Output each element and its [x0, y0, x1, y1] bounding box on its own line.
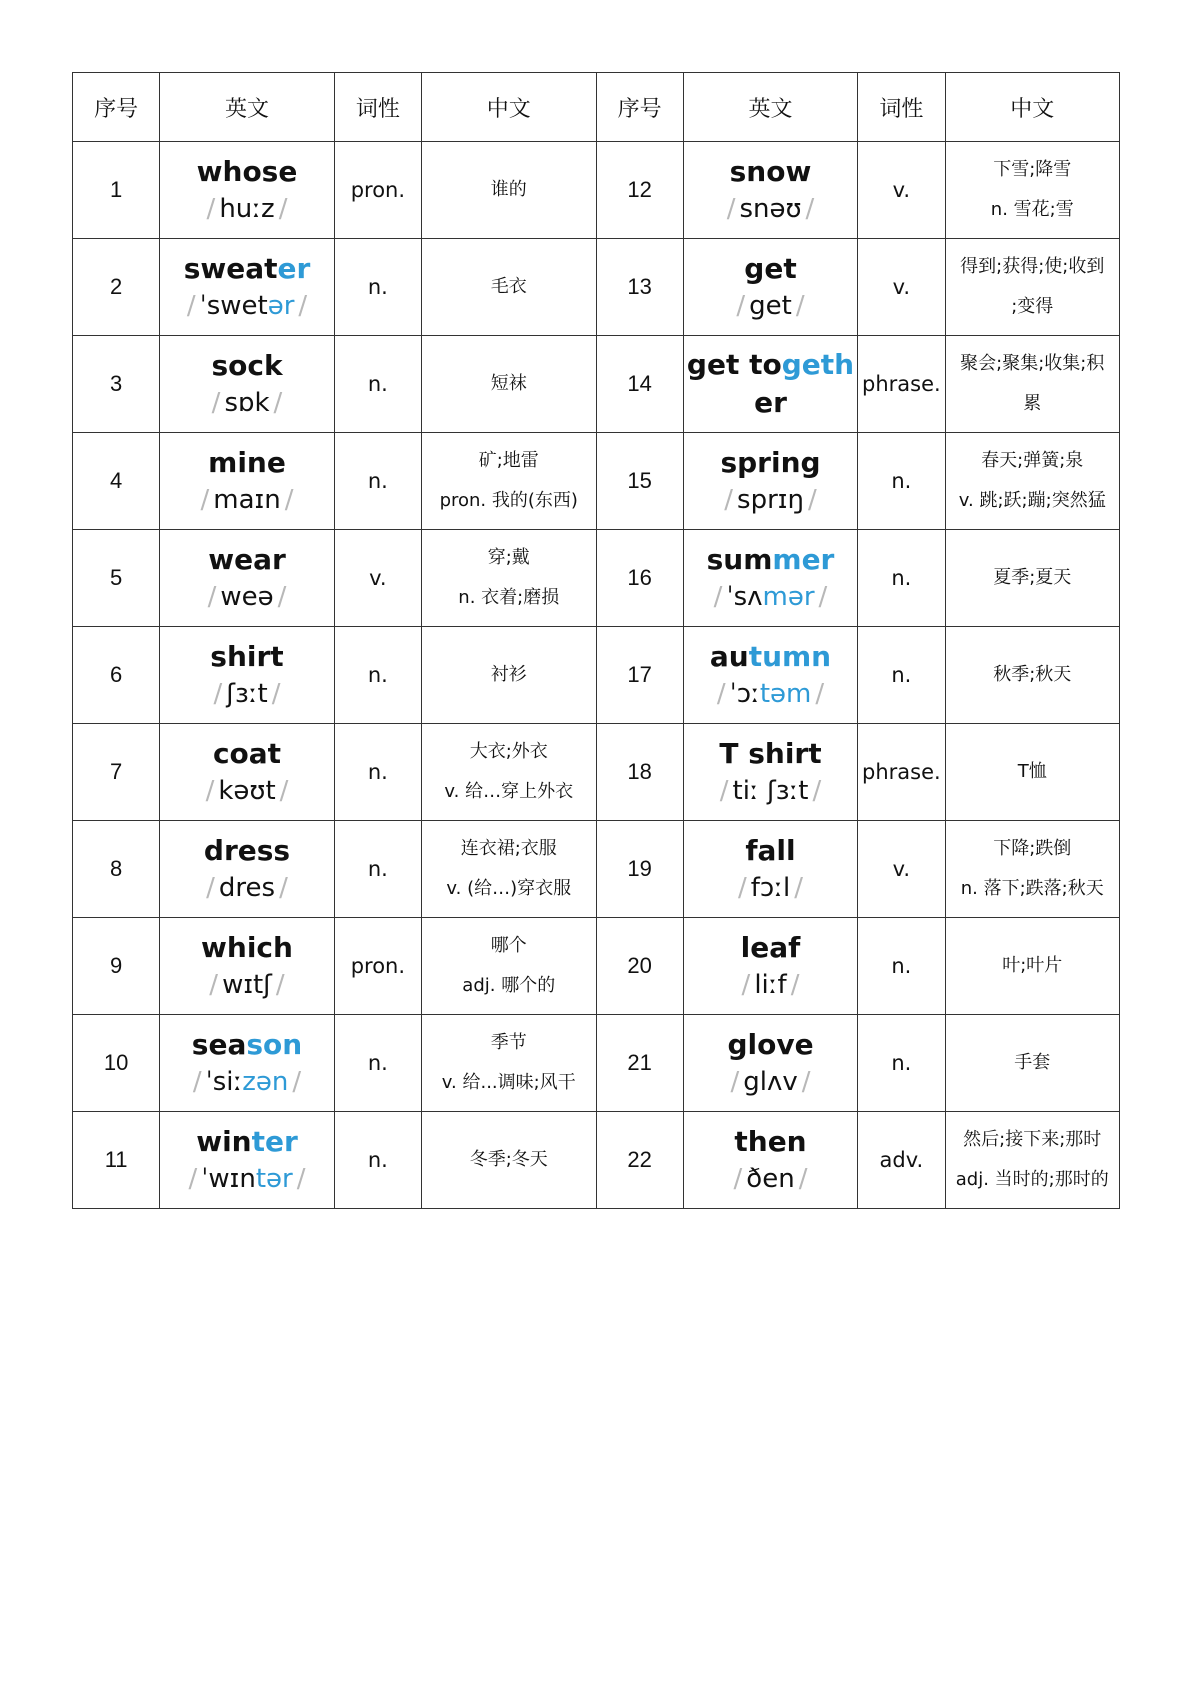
- meaning-line: 然后;接下来;那时: [963, 1129, 1102, 1150]
- phonetic-transcription: [160, 385, 334, 421]
- meaning-line: 聚会;聚集;收集;积: [960, 353, 1105, 374]
- word-segment: dress: [203, 834, 291, 867]
- phonetic-transcription: [160, 967, 334, 1003]
- phonetic-slash: /: [298, 291, 308, 321]
- english-word: [684, 250, 858, 288]
- part-of-speech: n.: [334, 627, 421, 724]
- entry-number: 11: [73, 1112, 160, 1209]
- word-segment: whose: [196, 155, 298, 188]
- meaning-line: 叶;叶片: [1002, 955, 1063, 976]
- phonetic-slash: /: [730, 1067, 740, 1097]
- chinese-meaning: [422, 918, 597, 1015]
- entry-english: [683, 239, 858, 336]
- entry-english: [683, 336, 858, 433]
- header-row: [73, 73, 1120, 142]
- entry-number: 10: [73, 1015, 160, 1112]
- chinese-meaning: [422, 627, 597, 724]
- english-word: [160, 929, 334, 967]
- phonetic-slash: /: [271, 679, 281, 709]
- phonetic-segment: wɪtʃ: [222, 970, 272, 1000]
- table-row: [73, 627, 1120, 724]
- entry-number: 16: [596, 530, 683, 627]
- word-highlight: ter: [251, 1125, 298, 1158]
- part-of-speech: v.: [858, 821, 945, 918]
- entry-english: [683, 433, 858, 530]
- entry-number: 7: [73, 724, 160, 821]
- phonetic-slash: /: [724, 485, 734, 515]
- english-word: [684, 832, 858, 870]
- chinese-meaning: [945, 821, 1120, 918]
- meaning-line: 矿;地雷: [478, 450, 539, 471]
- meaning-line: 短袜: [490, 373, 527, 394]
- chinese-meaning: [422, 1112, 597, 1209]
- phonetic-slash: /: [278, 194, 288, 224]
- header-english: 英文: [683, 73, 858, 142]
- entry-number: 3: [73, 336, 160, 433]
- word-segment: wear: [208, 543, 286, 576]
- entry-english: [160, 1015, 335, 1112]
- english-word: [160, 1026, 334, 1064]
- phonetic-segment: tiː ʃɜːt: [732, 776, 809, 806]
- chinese-meaning: [945, 627, 1120, 724]
- english-word: [160, 735, 334, 773]
- english-word: [160, 832, 334, 870]
- table-row: [73, 821, 1120, 918]
- phonetic-slash: /: [206, 194, 216, 224]
- phonetic-slash: /: [798, 1164, 808, 1194]
- phonetic-transcription: [160, 579, 334, 615]
- phonetic-transcription: [160, 870, 334, 906]
- phonetic-segment: fɔːl: [750, 873, 791, 903]
- phonetic-slash: /: [794, 873, 803, 903]
- phonetic-slash: /: [736, 291, 746, 321]
- word-segment: sweat: [183, 252, 278, 285]
- part-of-speech: v.: [858, 142, 945, 239]
- word-segment: snow: [729, 155, 812, 188]
- phonetic-slash: /: [279, 873, 288, 903]
- meaning-line: pron. 我的(东西): [439, 490, 578, 511]
- chinese-meaning: [945, 433, 1120, 530]
- entry-english: [683, 142, 858, 239]
- table-row: [73, 142, 1120, 239]
- part-of-speech: n.: [334, 1015, 421, 1112]
- phonetic-slash: /: [719, 776, 729, 806]
- phonetic-segment: sɒk: [224, 388, 270, 418]
- meaning-line: v. 给…穿上外衣: [444, 781, 574, 802]
- entry-english: [160, 336, 335, 433]
- entry-number: 5: [73, 530, 160, 627]
- phonetic-segment: ˈwɪn: [201, 1164, 256, 1194]
- meaning-line: v. 给...调味;风干: [441, 1072, 576, 1093]
- entry-english: [683, 918, 858, 1015]
- meaning-line: n. 衣着;磨损: [458, 587, 560, 608]
- chinese-meaning: [945, 724, 1120, 821]
- meaning-line: 下雪;降雪: [993, 159, 1072, 180]
- phonetic-slash: /: [186, 291, 196, 321]
- entry-english: [160, 724, 335, 821]
- word-segment: get: [744, 252, 797, 285]
- part-of-speech: v.: [334, 530, 421, 627]
- phonetic-highlight: tər: [255, 1164, 293, 1194]
- phonetic-segment: kəʊt: [218, 776, 276, 806]
- phonetic-segment: huːz: [219, 194, 275, 224]
- entry-number: 12: [596, 142, 683, 239]
- table-row: [73, 530, 1120, 627]
- entry-number: 6: [73, 627, 160, 724]
- entry-number: 17: [596, 627, 683, 724]
- phonetic-slash: /: [206, 873, 215, 903]
- phonetic-segment: liːf: [754, 970, 787, 1000]
- phonetic-slash: /: [815, 679, 825, 709]
- english-word: [160, 541, 334, 579]
- english-word: [684, 346, 858, 422]
- chinese-meaning: [422, 821, 597, 918]
- chinese-meaning: [945, 918, 1120, 1015]
- phonetic-slash: /: [807, 485, 817, 515]
- entry-number: 8: [73, 821, 160, 918]
- part-of-speech: adv.: [858, 1112, 945, 1209]
- word-segment: coat: [212, 737, 282, 770]
- english-word: [684, 1026, 858, 1064]
- phonetic-segment: dres: [218, 873, 276, 903]
- phonetic-transcription: [160, 773, 334, 809]
- english-word: [684, 929, 858, 967]
- entry-number: 13: [596, 239, 683, 336]
- table-row: [73, 336, 1120, 433]
- part-of-speech: n.: [858, 530, 945, 627]
- phonetic-highlight: ər: [267, 291, 295, 321]
- english-word: [684, 638, 858, 676]
- entry-english: [160, 627, 335, 724]
- word-highlight: er: [277, 252, 311, 285]
- phonetic-transcription: [684, 1064, 858, 1100]
- english-word: [160, 1123, 334, 1161]
- phonetic-slash: /: [812, 776, 822, 806]
- phonetic-transcription: [684, 482, 858, 518]
- meaning-line: 累: [1023, 393, 1042, 414]
- meaning-line: 衬衫: [490, 664, 527, 685]
- entry-number: 4: [73, 433, 160, 530]
- entry-english: [683, 1015, 858, 1112]
- meaning-line: adj. 哪个的: [462, 975, 556, 996]
- entry-number: 20: [596, 918, 683, 1015]
- word-segment: shirt: [210, 640, 284, 673]
- phonetic-transcription: [160, 191, 334, 227]
- meaning-line: 谁的: [490, 179, 527, 200]
- phonetic-transcription: [684, 579, 858, 615]
- phonetic-slash: /: [207, 582, 217, 612]
- part-of-speech: n.: [858, 918, 945, 1015]
- meaning-line: v. 跳;跃;蹦;突然猛: [958, 490, 1106, 511]
- word-segment: sock: [211, 349, 283, 382]
- chinese-meaning: [945, 1112, 1120, 1209]
- table-row: [73, 1112, 1120, 1209]
- header-index: 序号: [73, 73, 160, 142]
- english-word: [160, 347, 334, 385]
- phonetic-slash: /: [296, 1164, 306, 1194]
- meaning-line: 夏季;夏天: [993, 567, 1072, 588]
- entry-english: [683, 1112, 858, 1209]
- phonetic-slash: /: [716, 679, 726, 709]
- chinese-meaning: [422, 530, 597, 627]
- part-of-speech: n.: [334, 821, 421, 918]
- entry-english: [683, 724, 858, 821]
- meaning-line: 春天;弹簧;泉: [981, 450, 1084, 471]
- phonetic-segment: ˈɔː: [729, 679, 760, 709]
- meaning-line: 季节: [490, 1032, 527, 1053]
- phonetic-slash: /: [795, 291, 805, 321]
- phonetic-slash: /: [213, 679, 223, 709]
- phonetic-highlight: təm: [759, 679, 812, 709]
- meaning-line: v. (给…)穿衣服: [446, 878, 572, 899]
- phonetic-slash: /: [200, 485, 210, 515]
- part-of-speech: pron.: [334, 918, 421, 1015]
- entry-number: 18: [596, 724, 683, 821]
- english-word: [684, 541, 858, 579]
- meaning-line: 穿;戴: [487, 547, 530, 568]
- part-of-speech: n.: [858, 1015, 945, 1112]
- header-part-of-speech: 词性: [858, 73, 945, 142]
- table-row: [73, 433, 1120, 530]
- header-chinese: 中文: [945, 73, 1120, 142]
- entry-english: [683, 821, 858, 918]
- chinese-meaning: [945, 336, 1120, 433]
- phonetic-slash: /: [211, 388, 221, 418]
- entry-english: [160, 433, 335, 530]
- meaning-line: 连衣裙;衣服: [460, 838, 557, 859]
- table-row: [73, 724, 1120, 821]
- phonetic-segment: glʌv: [743, 1067, 798, 1097]
- phonetic-segment: weə: [220, 582, 274, 612]
- phonetic-transcription: [684, 191, 858, 227]
- phonetic-segment: ˈsʌ: [726, 582, 763, 612]
- phonetic-slash: /: [205, 776, 215, 806]
- english-word: [684, 444, 858, 482]
- english-word: [160, 250, 334, 288]
- phonetic-segment: ˈswet: [199, 291, 268, 321]
- part-of-speech: n.: [334, 433, 421, 530]
- part-of-speech: n.: [858, 433, 945, 530]
- phonetic-slash: /: [277, 582, 287, 612]
- meaning-line: 哪个: [490, 935, 527, 956]
- phonetic-slash: /: [273, 388, 283, 418]
- entry-number: 9: [73, 918, 160, 1015]
- phonetic-slash: /: [192, 1067, 202, 1097]
- meaning-line: 手套: [1014, 1052, 1051, 1073]
- word-segment: T shirt: [719, 737, 822, 770]
- word-segment: mine: [208, 446, 286, 479]
- entry-english: [683, 530, 858, 627]
- word-segment: spring: [720, 446, 821, 479]
- table-row: [73, 239, 1120, 336]
- phonetic-segment: ˈsiː: [205, 1067, 243, 1097]
- english-word: [684, 153, 858, 191]
- phonetic-segment: maɪn: [213, 485, 281, 515]
- phonetic-transcription: [684, 1161, 858, 1197]
- phonetic-highlight: zən: [242, 1067, 289, 1097]
- english-word: [160, 153, 334, 191]
- phonetic-slash: /: [738, 873, 747, 903]
- phonetic-transcription: [684, 288, 858, 324]
- word-segment: er: [754, 386, 787, 419]
- entry-number: 14: [596, 336, 683, 433]
- phonetic-slash: /: [713, 582, 723, 612]
- chinese-meaning: [422, 433, 597, 530]
- phonetic-segment: snəʊ: [739, 194, 802, 224]
- phonetic-transcription: [160, 1064, 334, 1100]
- word-segment: sum: [706, 543, 773, 576]
- chinese-meaning: [945, 1015, 1120, 1112]
- part-of-speech: n.: [334, 239, 421, 336]
- meaning-line: n. 雪花;雪: [990, 199, 1074, 220]
- vocabulary-rows: [73, 142, 1120, 1209]
- chinese-meaning: [422, 142, 597, 239]
- phonetic-segment: ðen: [746, 1164, 795, 1194]
- phonetic-slash: /: [209, 970, 219, 1000]
- entry-number: 1: [73, 142, 160, 239]
- part-of-speech: v.: [858, 239, 945, 336]
- phonetic-segment: get: [749, 291, 792, 321]
- english-word: [684, 735, 858, 773]
- phonetic-slash: /: [279, 776, 289, 806]
- word-segment: au: [709, 640, 749, 673]
- meaning-line: adj. 当时的;那时的: [955, 1169, 1109, 1190]
- phonetic-highlight: mər: [762, 582, 815, 612]
- phonetic-transcription: [684, 870, 858, 906]
- table-row: [73, 918, 1120, 1015]
- phonetic-slash: /: [733, 1164, 743, 1194]
- vocabulary-table: [72, 72, 1120, 1209]
- meaning-line: 秋季;秋天: [993, 664, 1072, 685]
- phonetic-transcription: [684, 773, 858, 809]
- part-of-speech: n.: [334, 1112, 421, 1209]
- word-segment: which: [201, 931, 293, 964]
- chinese-meaning: [945, 530, 1120, 627]
- word-segment: get to: [686, 348, 782, 381]
- entry-number: 19: [596, 821, 683, 918]
- phonetic-transcription: [160, 288, 334, 324]
- phonetic-slash: /: [818, 582, 828, 612]
- part-of-speech: n.: [334, 724, 421, 821]
- word-segment: win: [196, 1125, 252, 1158]
- word-highlight: mer: [772, 543, 835, 576]
- entry-english: [160, 1112, 335, 1209]
- table-row: [73, 1015, 1120, 1112]
- word-segment: sea: [191, 1028, 247, 1061]
- meaning-line: ;变得: [1011, 296, 1054, 317]
- entry-number: 22: [596, 1112, 683, 1209]
- entry-number: 2: [73, 239, 160, 336]
- entry-english: [683, 627, 858, 724]
- meaning-line: 得到;获得;使;收到: [960, 256, 1105, 277]
- header-english: 英文: [160, 73, 335, 142]
- word-segment: then: [734, 1125, 807, 1158]
- entry-english: [160, 821, 335, 918]
- meaning-line: 大衣;外衣: [469, 741, 548, 762]
- phonetic-transcription: [684, 967, 858, 1003]
- header-part-of-speech: 词性: [334, 73, 421, 142]
- part-of-speech: phrase.: [858, 336, 945, 433]
- english-word: [160, 638, 334, 676]
- entry-number: 15: [596, 433, 683, 530]
- english-word: [160, 444, 334, 482]
- english-word: [684, 1123, 858, 1161]
- phonetic-slash: /: [805, 194, 815, 224]
- phonetic-segment: ʃɜːt: [226, 679, 268, 709]
- word-highlight: tumn: [748, 640, 832, 673]
- entry-english: [160, 530, 335, 627]
- chinese-meaning: [422, 1015, 597, 1112]
- phonetic-slash: /: [726, 194, 736, 224]
- phonetic-slash: /: [188, 1164, 198, 1194]
- chinese-meaning: [945, 239, 1120, 336]
- word-highlight: geth: [781, 348, 855, 381]
- word-segment: leaf: [740, 931, 801, 964]
- meaning-line: n. 落下;跌落;秋天: [960, 878, 1104, 899]
- phonetic-slash: /: [292, 1067, 302, 1097]
- chinese-meaning: [422, 724, 597, 821]
- phonetic-transcription: [160, 482, 334, 518]
- word-highlight: son: [246, 1028, 303, 1061]
- meaning-line: T恤: [1017, 761, 1047, 782]
- phonetic-slash: /: [790, 970, 800, 1000]
- entry-number: 21: [596, 1015, 683, 1112]
- entry-english: [160, 918, 335, 1015]
- phonetic-slash: /: [275, 970, 285, 1000]
- phonetic-transcription: [684, 676, 858, 712]
- part-of-speech: n.: [858, 627, 945, 724]
- chinese-meaning: [422, 239, 597, 336]
- chinese-meaning: [945, 142, 1120, 239]
- chinese-meaning: [422, 336, 597, 433]
- phonetic-transcription: [160, 1161, 334, 1197]
- part-of-speech: n.: [334, 336, 421, 433]
- phonetic-segment: sprɪŋ: [737, 485, 804, 515]
- part-of-speech: phrase.: [858, 724, 945, 821]
- entry-english: [160, 142, 335, 239]
- meaning-line: 冬季;冬天: [469, 1149, 548, 1170]
- phonetic-slash: /: [741, 970, 751, 1000]
- word-segment: fall: [745, 834, 796, 867]
- word-segment: glove: [727, 1028, 814, 1061]
- part-of-speech: pron.: [334, 142, 421, 239]
- header-index: 序号: [596, 73, 683, 142]
- phonetic-transcription: [160, 676, 334, 712]
- phonetic-slash: /: [284, 485, 294, 515]
- meaning-line: 下降;跌倒: [993, 838, 1072, 859]
- header-chinese: 中文: [422, 73, 597, 142]
- phonetic-slash: /: [801, 1067, 811, 1097]
- entry-english: [160, 239, 335, 336]
- meaning-line: 毛衣: [490, 276, 527, 297]
